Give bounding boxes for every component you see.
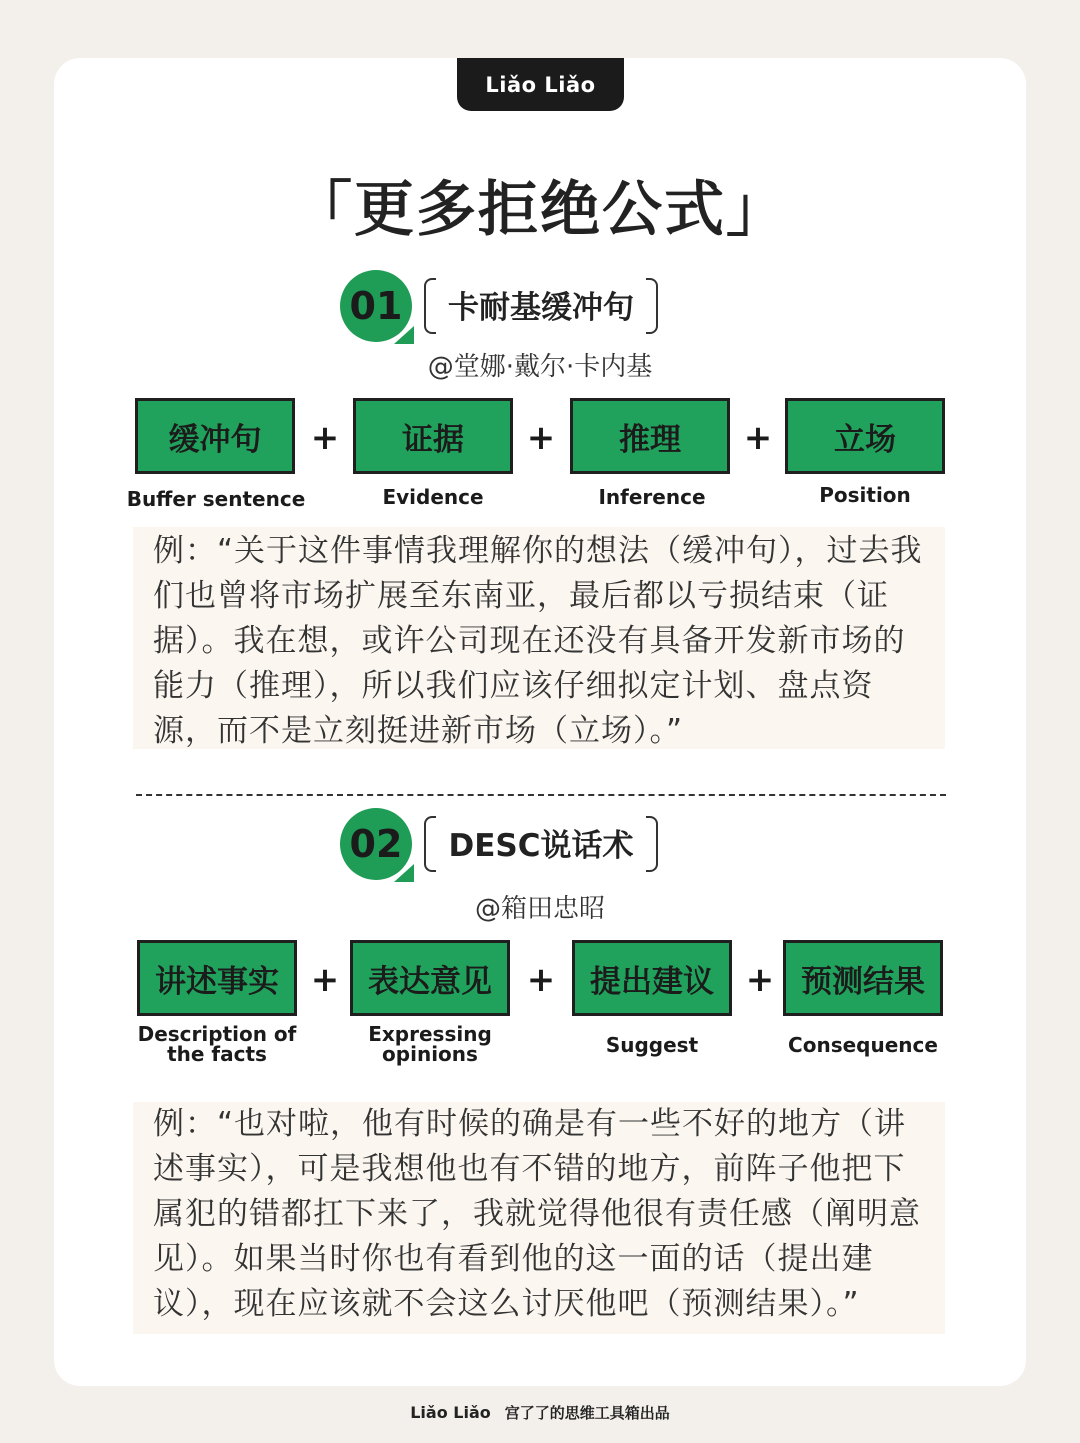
left-bracket [424, 278, 436, 334]
section-title-text: DESC说话术 [448, 827, 634, 864]
step-box-opinion: 表达意见 [350, 940, 510, 1016]
footer [0, 1402, 1080, 1423]
step-label-en: Description of the facts [137, 1022, 297, 1066]
section-title [424, 816, 658, 868]
footer-text: 宫了了的思维工具箱出品 [504, 1404, 670, 1422]
plus-sign: + [745, 960, 775, 1000]
section-title-text: 卡耐基缓冲句 [448, 289, 634, 326]
step-box-description: 讲述事实 [137, 940, 297, 1016]
left-bracket [424, 816, 436, 872]
section-author: @堂娜·戴尔·卡内基 [427, 352, 653, 382]
step-label-en: Expressing opinions [368, 1022, 492, 1066]
section-divider [136, 794, 946, 796]
plus-sign: + [310, 960, 340, 1000]
section-title [424, 278, 658, 330]
plus-sign: + [526, 418, 556, 458]
step-box-consequence: 预测结果 [783, 940, 943, 1016]
example-text: 例：“关于这件事情我理解你的想法（缓冲句），过去我们也曾将市场扩展至东南亚，最后都以亏损结束（证据）。我在想，或许公司现在还没有具备开发新市场的能力（推理），所以我们应该仔细拟定计划、盘点资源，而不是立刻挺进新市场（立场）。” [133, 527, 945, 749]
step-box-position: 立场 [785, 398, 945, 474]
example-text: 例：“也对啦，他有时候的确是有一些不好的地方（讲述事实），可是我想他也有不错的地方，前阵子他把下属犯的错都扛下来了，我就觉得他很有责任感（阐明意见）。如果当时你也有看到他的这一面的话（提出建议），现在应该就不会这么讨厌他吧（预测结果）。” [133, 1102, 945, 1334]
section-02-header [340, 808, 658, 880]
step-label-en: Inference [598, 485, 706, 509]
section-01-header [340, 270, 658, 342]
step-box-buffer: 缓冲句 [135, 398, 295, 474]
section-author: @箱田忠昭 [474, 894, 605, 924]
right-bracket [646, 278, 658, 334]
section-number-badge: 01 [340, 270, 412, 342]
step-box-evidence: 证据 [353, 398, 513, 474]
step-label-en: Suggest [605, 1033, 699, 1057]
brand-logo: Liǎo Liǎo [457, 58, 624, 111]
step-label-en: Buffer sentence [126, 487, 306, 511]
step-box-inference: 推理 [570, 398, 730, 474]
right-bracket [646, 816, 658, 872]
step-label-en: Position [819, 483, 911, 507]
plus-sign: + [743, 418, 773, 458]
section-number-badge: 02 [340, 808, 412, 880]
footer-brand-logo: Liǎo Liǎo [410, 1403, 491, 1422]
step-box-suggest: 提出建议 [572, 940, 732, 1016]
plus-sign: + [526, 960, 556, 1000]
step-label-en: Consequence [788, 1033, 938, 1057]
step-label-en: Evidence [382, 485, 484, 509]
plus-sign: + [310, 418, 340, 458]
page-title: 「更多拒绝公式」 [292, 175, 788, 245]
